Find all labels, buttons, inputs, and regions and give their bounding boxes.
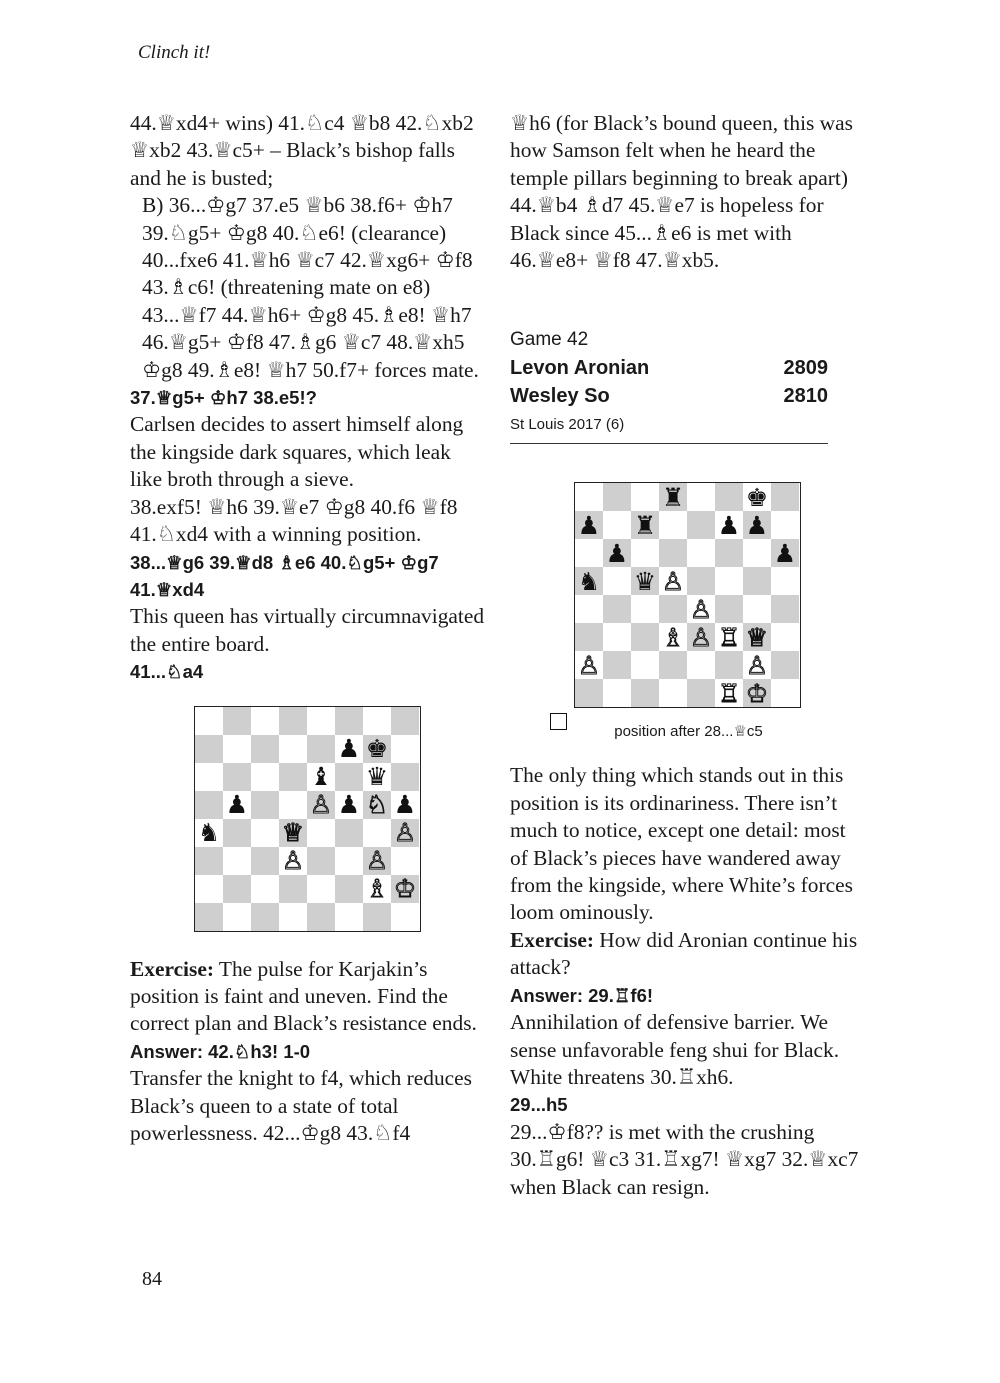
board-square <box>603 595 631 623</box>
white-player-line <box>510 354 828 382</box>
paragraph-text: Annihilation of defensive barrier. We sense unfavorable feng shui for Black. White threatens 30.♖xh6. <box>510 1010 840 1089</box>
board-square <box>715 623 743 651</box>
board-square <box>251 847 279 875</box>
right-column <box>510 110 868 1201</box>
paragraph <box>130 110 488 192</box>
black-knight-icon: ♞ <box>197 818 221 848</box>
board-square <box>363 735 391 763</box>
black-rook-icon: ♜ <box>633 510 657 540</box>
board-square <box>391 875 419 903</box>
board-square <box>391 903 419 931</box>
board-square <box>715 483 743 511</box>
paragraph-text: 44.♕xd4+ wins) 41.♘c4 ♕b8 42.♘xb2 ♕xb2 43.♕c5+ – Black’s bishop falls and he is busted; <box>130 111 474 190</box>
black-king-icon: ♚ <box>365 734 389 764</box>
white-player-rating: 2809 <box>783 357 828 380</box>
white-pawn-icon: ♙ <box>577 650 601 680</box>
board-square <box>575 483 603 511</box>
paragraph-text: 38...♕g6 39.♕d8 ♗e6 40.♘g5+ ♔g7 41.♕xd4 <box>130 551 439 600</box>
board-square <box>251 735 279 763</box>
black-rook-icon: ♜ <box>661 482 685 512</box>
board-square <box>659 539 687 567</box>
paragraph-text: Transfer the knight to f4, which reduces Black’s queen to a state of total powerlessness. 42...♔g8 43.♘f4 <box>130 1066 472 1145</box>
white-rook-icon: ♖ <box>717 622 741 652</box>
board-square <box>335 903 363 931</box>
black-pawn-icon: ♟ <box>745 510 769 540</box>
chess-diagram-2 <box>574 482 801 740</box>
board-square <box>575 511 603 539</box>
board-square <box>575 539 603 567</box>
board-square <box>279 707 307 735</box>
board-square <box>307 819 335 847</box>
paragraph-text: The pulse for Karjakin’s position is faint and uneven. Find the correct plan and Black’s resistance ends. <box>130 956 477 1036</box>
black-player-line <box>510 382 828 410</box>
board-square <box>307 847 335 875</box>
board-square <box>307 875 335 903</box>
white-pawn-icon: ♙ <box>281 846 305 876</box>
board-square <box>223 791 251 819</box>
board-square <box>687 651 715 679</box>
board-square <box>195 847 223 875</box>
board-square <box>659 511 687 539</box>
board-square <box>307 735 335 763</box>
game-number: Game 42 <box>510 329 589 351</box>
paragraph <box>130 192 488 384</box>
black-pawn-icon: ♟ <box>717 510 741 540</box>
board-square <box>659 679 687 707</box>
board-square <box>743 595 771 623</box>
board-square <box>687 511 715 539</box>
black-pawn-icon: ♟ <box>773 538 797 568</box>
board-square <box>743 679 771 707</box>
board-square <box>279 847 307 875</box>
board-square <box>391 819 419 847</box>
white-king-icon: ♔ <box>393 874 417 904</box>
board-square <box>279 903 307 931</box>
board-square <box>631 651 659 679</box>
black-pawn-icon: ♟ <box>337 790 361 820</box>
paragraph <box>510 1009 868 1091</box>
board-square <box>631 539 659 567</box>
paragraph <box>510 1119 868 1201</box>
board-square <box>195 707 223 735</box>
chess-diagram-1 <box>194 706 421 932</box>
move-line <box>510 1091 868 1118</box>
board-square <box>307 707 335 735</box>
board-square <box>363 763 391 791</box>
game-header <box>510 326 828 444</box>
running-head: Clinch it! <box>138 42 211 63</box>
board-square <box>631 679 659 707</box>
white-king-icon: ♔ <box>745 678 769 708</box>
board-square <box>687 567 715 595</box>
board-square <box>575 567 603 595</box>
board-square <box>603 651 631 679</box>
diagram-caption: position after 28...♕c5 <box>614 723 763 741</box>
board-square <box>335 735 363 763</box>
chess-board <box>194 706 421 932</box>
board-square <box>631 511 659 539</box>
board-square <box>715 567 743 595</box>
right-column-text-after-diagram <box>510 762 868 1201</box>
board-square <box>251 903 279 931</box>
board-square <box>363 903 391 931</box>
board-square <box>715 511 743 539</box>
board-square <box>279 763 307 791</box>
board-square <box>771 651 799 679</box>
paragraph-text: This queen has virtually circumnavigated the entire board. <box>130 604 485 656</box>
board-square <box>195 763 223 791</box>
board-square <box>223 847 251 875</box>
move-line <box>130 384 488 411</box>
board-square <box>603 539 631 567</box>
board-square <box>575 679 603 707</box>
board-square <box>195 791 223 819</box>
move-line <box>130 549 488 604</box>
board-square <box>659 483 687 511</box>
paragraph <box>510 927 868 982</box>
black-player-name: Wesley So <box>510 385 610 408</box>
board-square <box>715 651 743 679</box>
paragraph-text: How did Aronian continue his attack? <box>510 927 858 980</box>
board-square <box>307 763 335 791</box>
board-square <box>659 651 687 679</box>
board-square <box>603 567 631 595</box>
board-square <box>771 595 799 623</box>
board-square <box>251 707 279 735</box>
paragraph-text: The only thing which stands out in this position is its ordinariness. There isn’t much to notice, except one detail: most of Black’s pieces have wandered away from the kingside, where White’s forces loom ominously. <box>510 763 853 925</box>
board-square <box>307 903 335 931</box>
board-square <box>603 623 631 651</box>
board-square <box>223 735 251 763</box>
white-pawn-icon: ♙ <box>393 818 417 848</box>
board-square <box>687 623 715 651</box>
board-square <box>391 763 419 791</box>
board-square <box>687 539 715 567</box>
paragraph-text: B) 36...♔g7 37.e5 ♕b6 38.f6+ ♔h7 39.♘g5+ ♔g8 40.♘e6! (clearance) 40...fxe6 41.♕h6 ♕c7 42.♕xg6+ ♔f8 43.♗c6! (threatening mate on e8) 43...♕f7 44.♕h6+ ♔g8 45.♗e8! ♕h7 46.♕g5+ ♔f8 47.♗g6 ♕c7 48.♕xh5 ♔g8 49.♗e8! ♕h7 50.f7+ forces mate. <box>142 193 479 382</box>
black-pawn-icon: ♟ <box>225 790 249 820</box>
left-column-text-after-diagram <box>130 956 488 1148</box>
event-info: St Louis 2017 (6) <box>510 416 625 434</box>
board-square <box>223 875 251 903</box>
white-bishop-icon: ♗ <box>661 622 685 652</box>
board-square <box>743 539 771 567</box>
board-square <box>223 819 251 847</box>
board-square <box>631 483 659 511</box>
board-square <box>631 567 659 595</box>
paragraph <box>130 956 488 1038</box>
black-bishop-icon: ♝ <box>309 762 333 792</box>
exercise-label: Exercise: <box>130 956 214 981</box>
move-line <box>130 1038 488 1065</box>
white-knight-icon: ♘ <box>365 790 389 820</box>
board-square <box>687 483 715 511</box>
white-queen-icon: ♕ <box>281 818 305 848</box>
board-square <box>335 707 363 735</box>
left-column <box>130 110 488 1147</box>
paragraph <box>130 494 488 549</box>
white-pawn-icon: ♙ <box>745 650 769 680</box>
paragraph <box>510 110 868 274</box>
white-pawn-icon: ♙ <box>689 622 713 652</box>
board-square <box>391 707 419 735</box>
paragraph-text: Carlsen decides to assert himself along the kingside dark squares, which leak like broth through a sieve. <box>130 412 464 492</box>
board-square <box>363 847 391 875</box>
left-column-text <box>130 110 488 686</box>
board-square <box>715 595 743 623</box>
white-pawn-icon: ♙ <box>309 790 333 820</box>
board-square <box>687 595 715 623</box>
board-square <box>771 623 799 651</box>
board-square <box>603 679 631 707</box>
board-square <box>631 595 659 623</box>
board-square <box>659 595 687 623</box>
board-square <box>743 483 771 511</box>
right-column-text <box>510 110 868 274</box>
board-square <box>195 735 223 763</box>
white-player-name: Levon Aronian <box>510 357 650 380</box>
white-pawn-icon: ♙ <box>689 594 713 624</box>
board-square <box>391 735 419 763</box>
board-square <box>743 651 771 679</box>
white-queen-icon: ♕ <box>745 622 769 652</box>
board-square <box>771 679 799 707</box>
paragraph <box>130 1065 488 1147</box>
black-pawn-icon: ♟ <box>393 790 417 820</box>
paragraph-text: 29...h5 <box>510 1094 568 1116</box>
black-player-rating: 2810 <box>783 385 828 408</box>
board-square <box>335 819 363 847</box>
paragraph <box>130 603 488 658</box>
black-queen-icon: ♛ <box>633 566 657 596</box>
paragraph-text: 41...♘a4 <box>130 661 204 683</box>
board-square <box>335 791 363 819</box>
black-queen-icon: ♛ <box>365 762 389 792</box>
board-square <box>363 819 391 847</box>
divider <box>510 443 828 444</box>
board-square <box>223 707 251 735</box>
board-square <box>251 791 279 819</box>
black-knight-icon: ♞ <box>577 566 601 596</box>
board-square <box>195 875 223 903</box>
board-square <box>251 763 279 791</box>
board-square <box>575 651 603 679</box>
board-square <box>335 875 363 903</box>
board-square <box>223 763 251 791</box>
black-king-icon: ♚ <box>745 482 769 512</box>
white-pawn-icon: ♙ <box>365 846 389 876</box>
board-square <box>715 539 743 567</box>
board-square <box>307 791 335 819</box>
board-square <box>363 707 391 735</box>
board-square <box>743 511 771 539</box>
paragraph-text: Answer: 42.♘h3! 1-0 <box>130 1040 311 1062</box>
board-square <box>279 735 307 763</box>
board-square <box>771 539 799 567</box>
board-square <box>603 511 631 539</box>
board-square <box>195 903 223 931</box>
paragraph <box>510 762 868 926</box>
paragraph <box>130 411 488 493</box>
move-line <box>130 658 488 685</box>
board-square <box>195 819 223 847</box>
board-square <box>771 483 799 511</box>
paragraph-text: 38.exf5! ♕h6 39.♕e7 ♔g8 40.f6 ♕f8 41.♘xd4 with a winning position. <box>130 494 458 547</box>
board-square <box>279 819 307 847</box>
board-square <box>335 763 363 791</box>
move-line <box>510 982 868 1009</box>
board-square <box>223 903 251 931</box>
board-square <box>279 875 307 903</box>
white-rook-icon: ♖ <box>717 678 741 708</box>
board-square <box>251 819 279 847</box>
board-square <box>659 567 687 595</box>
board-square <box>715 679 743 707</box>
board-square <box>659 623 687 651</box>
board-square <box>631 623 659 651</box>
white-to-move-icon <box>550 713 567 730</box>
black-pawn-icon: ♟ <box>577 510 601 540</box>
board-square <box>251 875 279 903</box>
board-square <box>391 791 419 819</box>
paragraph-text: ♕h6 (for Black’s bound queen, this was how Samson felt when he heard the temple pillars beginning to break apart) 44.♕b4 ♗d7 45.♕e7 is hopeless for Black since 45...♗e6 is met with 46.♕e8+ ♕f8 47.♕xb5. <box>510 111 853 273</box>
board-square <box>743 623 771 651</box>
paragraph-text: 29...♔f8?? is met with the crushing 30.♖g6! ♕c3 31.♖xg7! ♕xg7 32.♕xc7 when Black can resign. <box>510 1119 859 1199</box>
board-square <box>743 567 771 595</box>
board-square <box>279 791 307 819</box>
board-square <box>363 875 391 903</box>
board-square <box>335 847 363 875</box>
board-square <box>687 679 715 707</box>
board-square <box>391 847 419 875</box>
white-bishop-icon: ♗ <box>365 874 389 904</box>
board-square <box>575 623 603 651</box>
black-pawn-icon: ♟ <box>337 734 361 764</box>
board-square <box>771 511 799 539</box>
exercise-label: Exercise: <box>510 927 594 952</box>
board-square <box>575 595 603 623</box>
board-square <box>603 483 631 511</box>
page-number: 84 <box>142 1268 162 1290</box>
white-pawn-icon: ♙ <box>661 566 685 596</box>
paragraph-text: 37.♕g5+ ♔h7 38.e5!? <box>130 387 317 409</box>
chess-board <box>574 482 801 708</box>
board-square <box>363 791 391 819</box>
paragraph-text: Answer: 29.♖f6! <box>510 984 654 1006</box>
black-pawn-icon: ♟ <box>605 538 629 568</box>
board-square <box>771 567 799 595</box>
